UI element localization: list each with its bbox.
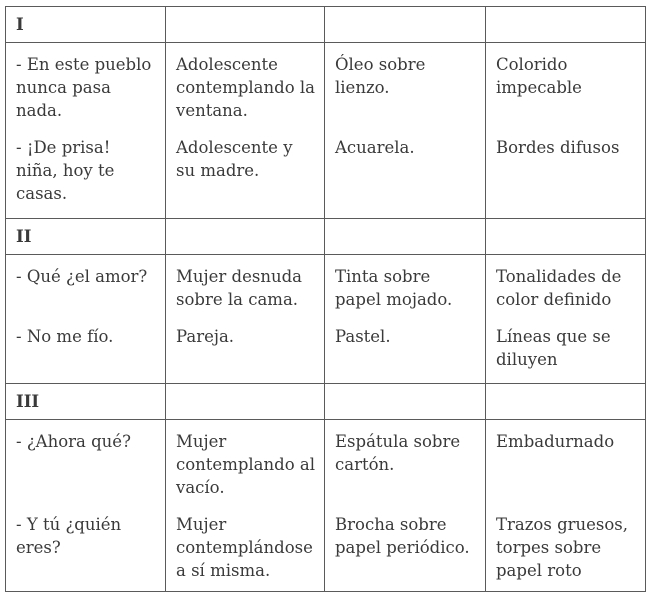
scene-cell [166, 255, 325, 384]
scene-text: Adolescente contemplando la ventana. [176, 55, 316, 120]
dialogue-text: - ¿Ahora qué? [16, 432, 131, 451]
scene-text: Mujer contemplándose a sí misma. [176, 515, 313, 580]
style-text: Embadurnado [496, 432, 615, 451]
section-body-row [6, 43, 646, 219]
empty-cell [166, 384, 325, 420]
section-number-cell [6, 7, 166, 43]
scene-text: Pareja. [176, 327, 235, 346]
dialogue-text: - No me fío. [16, 327, 114, 346]
empty-cell [325, 219, 486, 255]
empty-cell [166, 7, 325, 43]
dialogue-text: - Y tú ¿quién eres? [16, 515, 122, 557]
technique-cell [325, 43, 486, 219]
style-text: Líneas que se diluyen [496, 327, 611, 369]
section-number: III [16, 392, 40, 411]
dialogue-text: - ¡De prisa! niña, hoy te casas. [16, 138, 115, 203]
style-text: Bordes difusos [496, 138, 620, 157]
scene-text: Adolescente y su madre. [176, 138, 293, 180]
section-header-row [6, 219, 646, 255]
scene-text: Mujer contemplando al vacío. [176, 432, 316, 497]
scene-cell [166, 43, 325, 219]
style-cell [486, 43, 646, 219]
dialogue-text: - Qué ¿el amor? [16, 267, 148, 286]
dialogue-cell [6, 420, 166, 592]
style-text: Tonalidades de color definido [496, 267, 622, 309]
empty-cell [486, 384, 646, 420]
technique-cell [325, 420, 486, 592]
empty-cell [325, 7, 486, 43]
empty-cell [166, 219, 325, 255]
scene-text: Mujer desnuda sobre la cama. [176, 267, 302, 309]
style-cell [486, 255, 646, 384]
empty-cell [486, 219, 646, 255]
style-cell [486, 420, 646, 592]
technique-text: Tinta sobre papel mojado. [335, 267, 453, 309]
art-table [5, 6, 646, 592]
empty-cell [325, 384, 486, 420]
section-body-row [6, 420, 646, 592]
section-number: I [16, 15, 24, 34]
style-text: Colorido impecable [496, 55, 582, 97]
technique-text: Óleo sobre lienzo. [335, 55, 426, 97]
technique-cell [325, 255, 486, 384]
section-header-row [6, 384, 646, 420]
section-number: II [16, 227, 32, 246]
technique-text: Espátula sobre cartón. [335, 432, 461, 474]
dialogue-text: - En este pueblo nunca pasa nada. [16, 55, 152, 120]
style-text: Trazos gruesos, torpes sobre papel roto [496, 515, 629, 580]
technique-text: Brocha sobre papel periódico. [335, 515, 470, 557]
section-body-row [6, 255, 646, 384]
technique-text: Pastel. [335, 327, 391, 346]
scene-cell [166, 420, 325, 592]
dialogue-cell [6, 43, 166, 219]
dialogue-cell [6, 255, 166, 384]
empty-cell [486, 7, 646, 43]
section-number-cell [6, 384, 166, 420]
section-header-row [6, 7, 646, 43]
technique-text: Acuarela. [335, 138, 415, 157]
section-number-cell [6, 219, 166, 255]
